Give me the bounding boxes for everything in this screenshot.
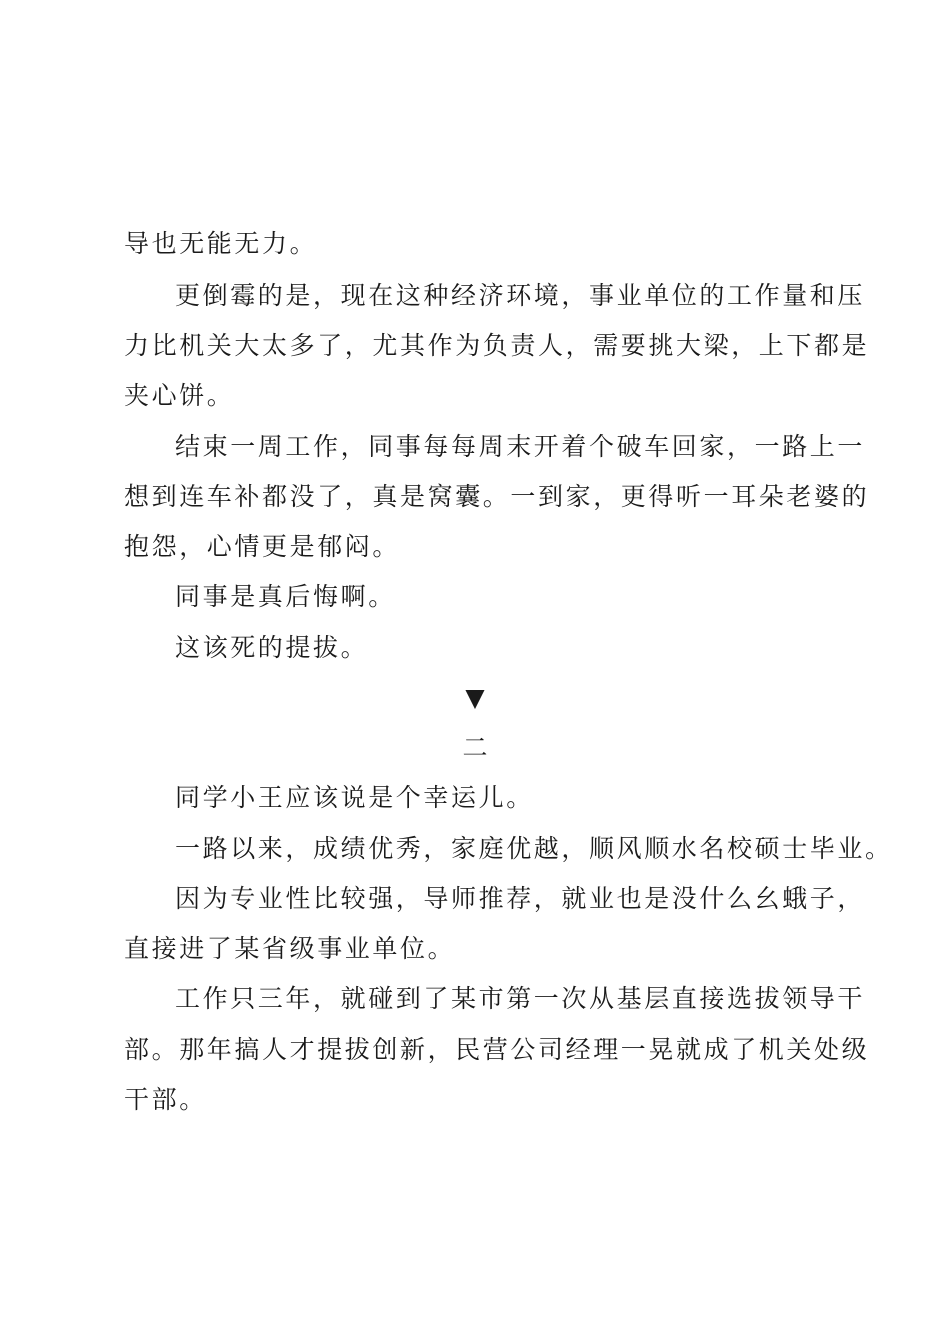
text-line: 夹心饼。: [124, 381, 235, 410]
text-line: 这该死的提拔。: [175, 633, 369, 662]
text-line: 抱怨，心情更是郁闷。: [124, 532, 401, 561]
text-line: 一路以来，成绩优秀，家庭优越，顺风顺水名校硕士毕业。: [175, 834, 893, 863]
text-line: 力比机关大太多了，尤其作为负责人，需要挑大梁，上下都是: [124, 331, 870, 360]
section-marker-icon: ▼: [465, 683, 485, 712]
text-line: 工作只三年，就碰到了某市第一次从基层直接选拔领导干: [175, 984, 866, 1013]
text-line: 干部。: [124, 1085, 207, 1114]
text-line: 同学小王应该说是个幸运儿。: [175, 783, 534, 812]
text-line: 因为专业性比较强，导师推荐，就业也是没什么幺蛾子，: [175, 884, 866, 913]
text-line: 想到连车补都没了，真是窝囊。一到家，更得听一耳朵老婆的: [124, 482, 870, 511]
section-number: 二: [462, 733, 488, 762]
text-line: 导也无能无力。: [124, 229, 318, 258]
text-line: 结束一周工作，同事每每周末开着个破车回家，一路上一: [175, 432, 866, 461]
text-line: 更倒霉的是，现在这种经济环境，事业单位的工作量和压: [175, 281, 866, 310]
text-line: 同事是真后悔啊。: [175, 582, 396, 611]
text-line: 部。那年搞人才提拔创新，民营公司经理一晃就成了机关处级: [124, 1035, 870, 1064]
text-line: 直接进了某省级事业单位。: [124, 934, 456, 963]
